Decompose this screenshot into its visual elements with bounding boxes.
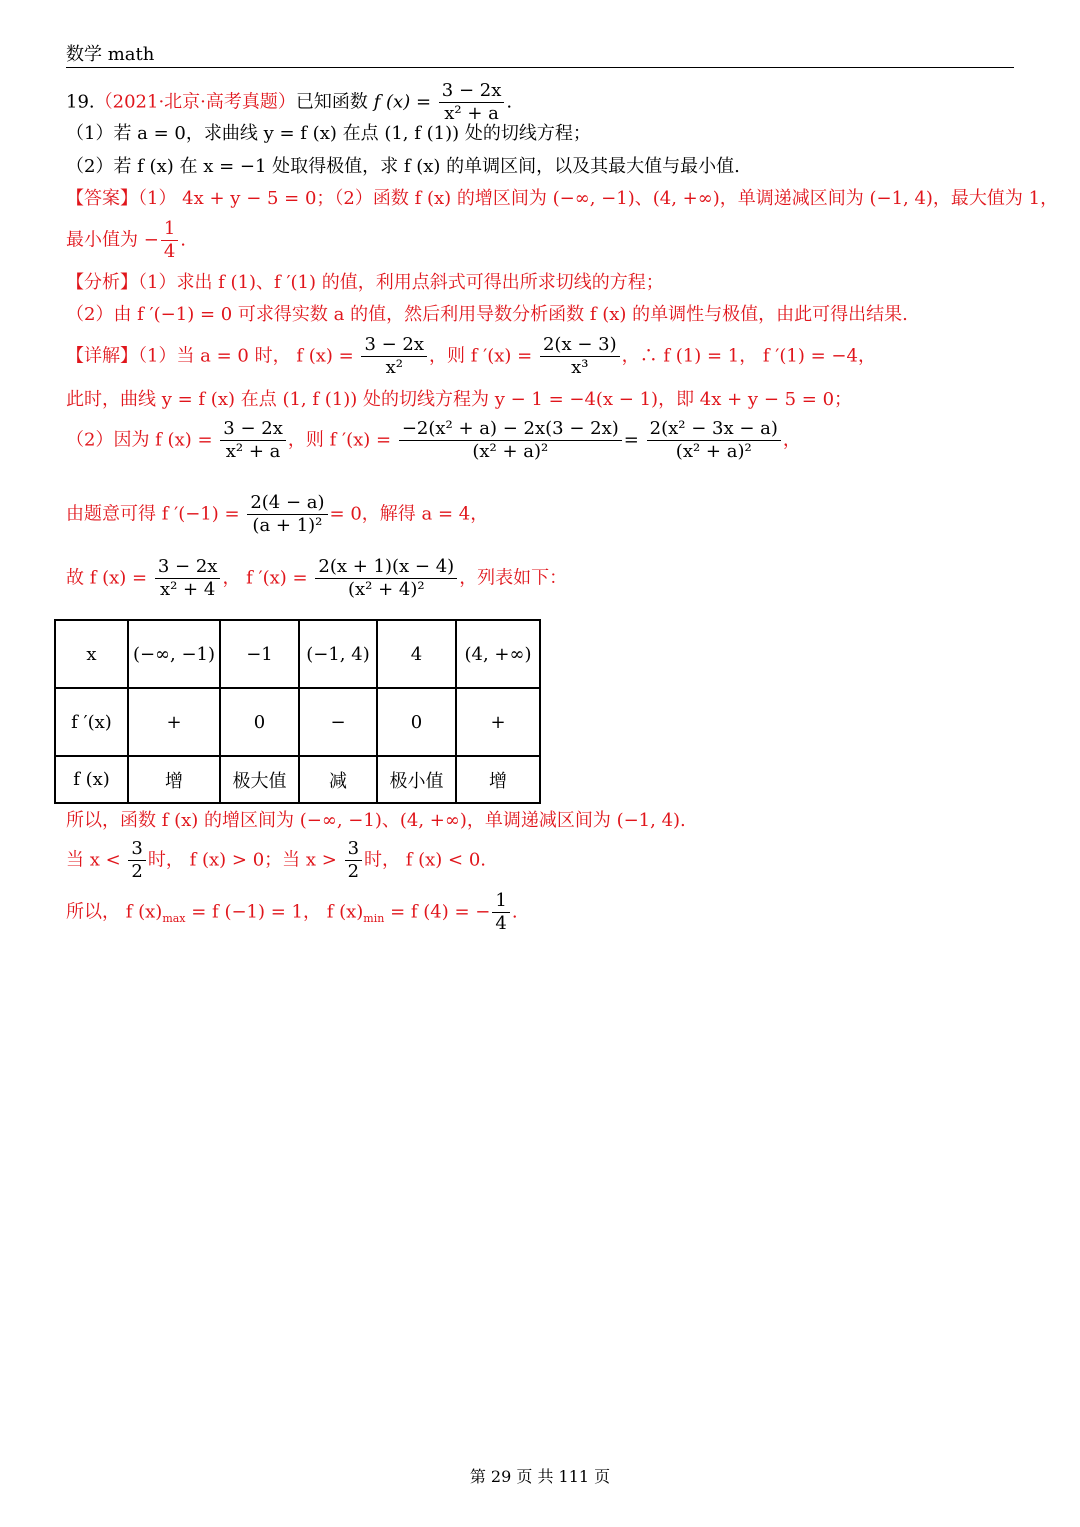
sign-table — [54, 619, 541, 804]
solution-label: 【详解】 — [66, 345, 138, 367]
frac-denominator: (x² + a)² — [472, 441, 549, 462]
solution-l3-c: = — [623, 429, 639, 451]
table-cell: + — [456, 688, 540, 756]
table-cell: 极小值 — [377, 756, 456, 803]
table-cell: 增 — [128, 756, 220, 803]
solution-line-3 — [66, 418, 801, 463]
frac-numerator: 3 − 2x — [220, 418, 286, 441]
solution-l5-a: 故 f (x) = — [66, 567, 148, 589]
solution-line-6: 所以，函数 f (x) 的增区间为 (−∞, −1)、(4, +∞)，单调递减区间为 (−1, 4). — [66, 810, 686, 831]
table-cell: f (x) — [55, 756, 128, 803]
solution-l8-frac — [492, 890, 509, 935]
frac-numerator: 3 − 2x — [361, 334, 427, 357]
solution-l5-b: ， f ′(x) = — [222, 567, 308, 589]
frac-denominator: (x² + 4)² — [347, 579, 425, 600]
analysis-line-1 — [66, 271, 664, 295]
solution-l3-a: （2）因为 f (x) = — [66, 429, 213, 451]
frac-denominator: x³ — [571, 357, 589, 378]
problem-part-2: （2）若 f (x) 在 x = −1 处取得极值，求 f (x) 的单调区间，以及其最大值与最小值. — [66, 156, 740, 177]
solution-l4-a: 由题意可得 f ′(−1) = — [66, 503, 240, 525]
answer-label: 【答案】 — [66, 188, 138, 209]
frac-numerator: 2(x² − 3x − a) — [647, 418, 781, 441]
stem-fraction — [439, 80, 505, 125]
solution-l4-frac — [247, 492, 327, 537]
frac-denominator: x² + a — [225, 441, 281, 462]
answer-min-numerator: 1 — [161, 218, 178, 241]
solution-line-7 — [66, 838, 486, 883]
table-row — [55, 620, 540, 688]
table-row — [55, 756, 540, 803]
solution-l3-frac-2 — [399, 418, 622, 463]
solution-l7-frac-2 — [345, 838, 362, 883]
solution-line-4 — [66, 492, 488, 537]
table-cell: (4, +∞) — [456, 620, 540, 688]
solution-line-5 — [66, 556, 567, 601]
problem-part-1: （1）若 a = 0，求曲线 y = f (x) 在点 (1, f (1)) 处的切线方程； — [66, 123, 591, 144]
solution-l1-c: ，∴ f (1) = 1， f ′(1) = −4， — [621, 345, 876, 367]
table-cell: 4 — [377, 620, 456, 688]
problem-number: 19. — [66, 91, 95, 113]
table-cell: 0 — [377, 688, 456, 756]
stem-denominator: x² + a — [444, 103, 499, 124]
frac-numerator: 2(x − 3) — [540, 334, 620, 357]
solution-l5-frac-1 — [155, 556, 221, 601]
solution-l1-frac-2 — [540, 334, 620, 379]
solution-l8-a: 所以， f (x) — [66, 901, 163, 923]
solution-l7-frac-1 — [128, 838, 145, 883]
solution-l8-d: . — [511, 901, 518, 923]
frac-numerator: 2(x + 1)(x − 4) — [315, 556, 457, 579]
frac-denominator: 2 — [347, 861, 360, 882]
table-cell: f ′(x) — [55, 688, 128, 756]
min-subscript: min — [363, 912, 385, 926]
frac-denominator: 2 — [131, 861, 143, 882]
page-header: 数学 math — [66, 44, 155, 65]
frac-numerator: 2(4 − a) — [247, 492, 327, 515]
stem-end: . — [506, 91, 513, 113]
stem-func: f (x) = — [373, 91, 432, 113]
stem-numerator: 3 − 2x — [439, 80, 505, 103]
frac-denominator: (a + 1)² — [252, 515, 323, 536]
solution-line-8 — [66, 890, 518, 935]
max-subscript: max — [162, 912, 186, 926]
frac-numerator: 3 — [128, 838, 145, 861]
answer-end: . — [180, 229, 186, 251]
solution-l3-frac-1 — [220, 418, 286, 463]
solution-l3-b: ，则 f ′(x) = — [287, 429, 392, 451]
table-row — [55, 688, 540, 756]
answer-min-fraction — [161, 218, 178, 263]
analysis-label: 【分析】 — [66, 272, 138, 293]
solution-l3-frac-3 — [647, 418, 781, 463]
answer-min-denominator: 4 — [163, 241, 176, 262]
frac-numerator: 1 — [492, 890, 509, 913]
table-cell: 0 — [220, 688, 299, 756]
table-cell: (−1, 4) — [299, 620, 377, 688]
answer-line-1 — [66, 187, 1058, 211]
table-cell: (−∞, −1) — [128, 620, 220, 688]
solution-l7-c: 时， f (x) < 0. — [364, 849, 487, 871]
answer-text-2: 最小值为 − — [66, 229, 159, 251]
table-cell: 减 — [299, 756, 377, 803]
frac-numerator: 3 — [345, 838, 362, 861]
solution-l8-b: = f (−1) = 1， f (x) — [191, 901, 364, 923]
table-cell: 极大值 — [220, 756, 299, 803]
analysis-text-1: （1）求出 f (1)、f ′(1) 的值，利用点斜式可得出所求切线的方程； — [138, 272, 664, 293]
solution-l7-a: 当 x < — [66, 849, 121, 871]
answer-text-1: （1） 4x + y − 5 = 0；（2）函数 f (x) 的增区间为 (−∞, −1)、(4, +∞)，单调递减区间为 (−1, 4)，最大值为 1， — [138, 188, 1059, 209]
frac-denominator: x² — [385, 357, 403, 378]
stem-prefix: 已知函数 — [295, 91, 368, 113]
table-cell: − — [299, 688, 377, 756]
solution-l3-d: ， — [782, 429, 801, 451]
frac-numerator: 3 − 2x — [155, 556, 221, 579]
solution-l1-b: ，则 f ′(x) = — [429, 345, 533, 367]
solution-l7-b: 时， f (x) > 0；当 x > — [147, 849, 337, 871]
problem-stem — [66, 80, 512, 125]
table-cell: x — [55, 620, 128, 688]
solution-l5-c: ，列表如下： — [459, 567, 568, 589]
solution-l1-a: （1）当 a = 0 时， f (x) = — [138, 345, 354, 367]
problem-source: （2021·北京·高考真题） — [94, 91, 296, 113]
table-cell: 增 — [456, 756, 540, 803]
solution-l4-b: = 0，解得 a = 4， — [329, 503, 489, 525]
frac-numerator: −2(x² + a) − 2x(3 − 2x) — [399, 418, 622, 441]
table-cell: −1 — [220, 620, 299, 688]
solution-line-1 — [66, 334, 876, 379]
analysis-line-2: （2）由 f ′(−1) = 0 可求得实数 a 的值，然后利用导数分析函数 f (x) 的单调性与极值，由此可得出结果. — [66, 304, 908, 325]
solution-l5-frac-2 — [315, 556, 457, 601]
page-footer: 第 29 页 共 111 页 — [469, 1467, 611, 1486]
solution-l1-frac-1 — [361, 334, 427, 379]
frac-denominator: x² + 4 — [159, 579, 216, 600]
answer-line-2 — [66, 218, 186, 263]
header-rule — [66, 67, 1014, 68]
solution-line-2: 此时，曲线 y = f (x) 在点 (1, f (1)) 处的切线方程为 y − 1 = −4(x − 1)，即 4x + y − 5 = 0； — [66, 389, 853, 410]
solution-l8-c: = f (4) = − — [390, 901, 491, 923]
frac-denominator: 4 — [495, 913, 507, 934]
table-cell: + — [128, 688, 220, 756]
frac-denominator: (x² + a)² — [675, 441, 752, 462]
